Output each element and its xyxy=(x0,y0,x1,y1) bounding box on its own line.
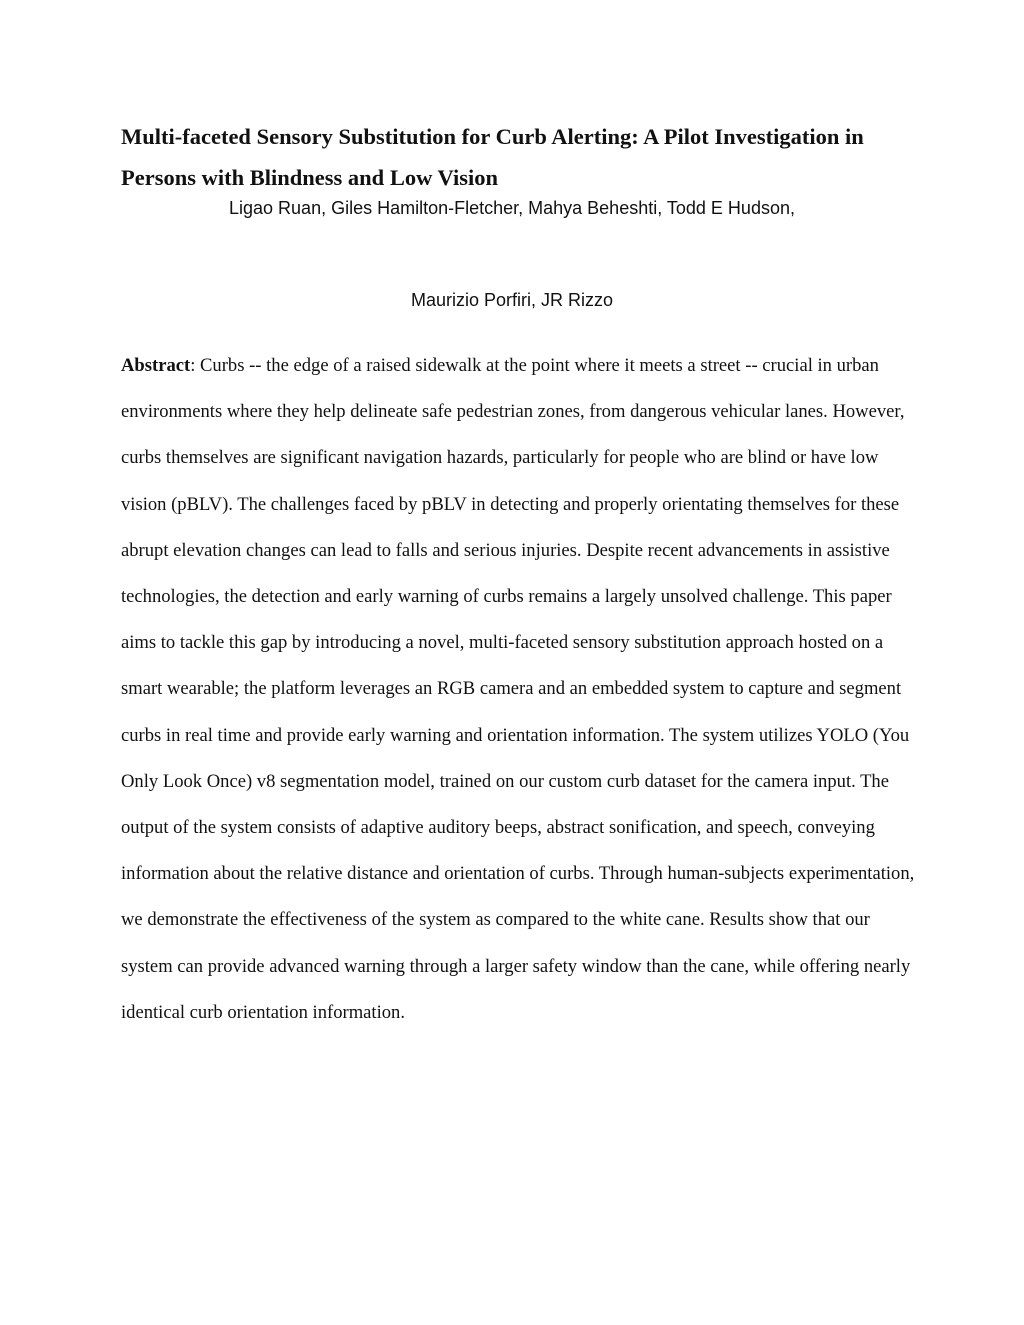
author-list-line-2: Maurizio Porfiri, JR Rizzo xyxy=(410,290,614,310)
author-list-line-1: Ligao Ruan, Giles Hamilton-Fletcher, Mahya Beheshti, Todd E Hudson, xyxy=(229,198,795,218)
abstract-text: : Curbs -- the edge of a raised sidewalk at the point where it meets a street -- crucial in urban environments where they help delineate safe pedestrian zones, from dangerous vehicular lanes. However, curbs themselves are significant navigation hazards, particularly for people who are blind or have low vision (pBLV). The challenges faced by pBLV in detecting and properly orientating themselves for these abrupt elevation changes can lead to falls and serious injuries. Despite recent advancements in assistive technologies, the detection and early warning of curbs remains a largely unsolved challenge. This paper aims to tackle this gap by introducing a novel, multi-faceted sensory substitution approach hosted on a smart wearable; the platform leverages an RGB camera and an embedded system to capture and segment curbs in real time and provide early warning and orientation information. The system utilizes YOLO (You Only Look Once) v8 segmentation model, trained on our custom curb dataset for the camera input. The output of the system consists of adaptive auditory beeps, abstract sonification, and speech, conveying information about the relative distance and orientation of curbs. Through human-subjects experimentation, we demonstrate the effectiveness of the system as compared to the white cane. Results show that our system can provide advanced warning through a larger safety window than the cane, while offering nearly identical curb orientation information. xyxy=(121,355,915,1023)
paper-title: Multi-faceted Sensory Substitution for Curb Alerting: A Pilot Investigation in Persons with Blindness and Low Vision xyxy=(121,124,864,190)
abstract-paragraph xyxy=(121,343,916,1036)
abstract-label: Abstract xyxy=(121,355,191,376)
